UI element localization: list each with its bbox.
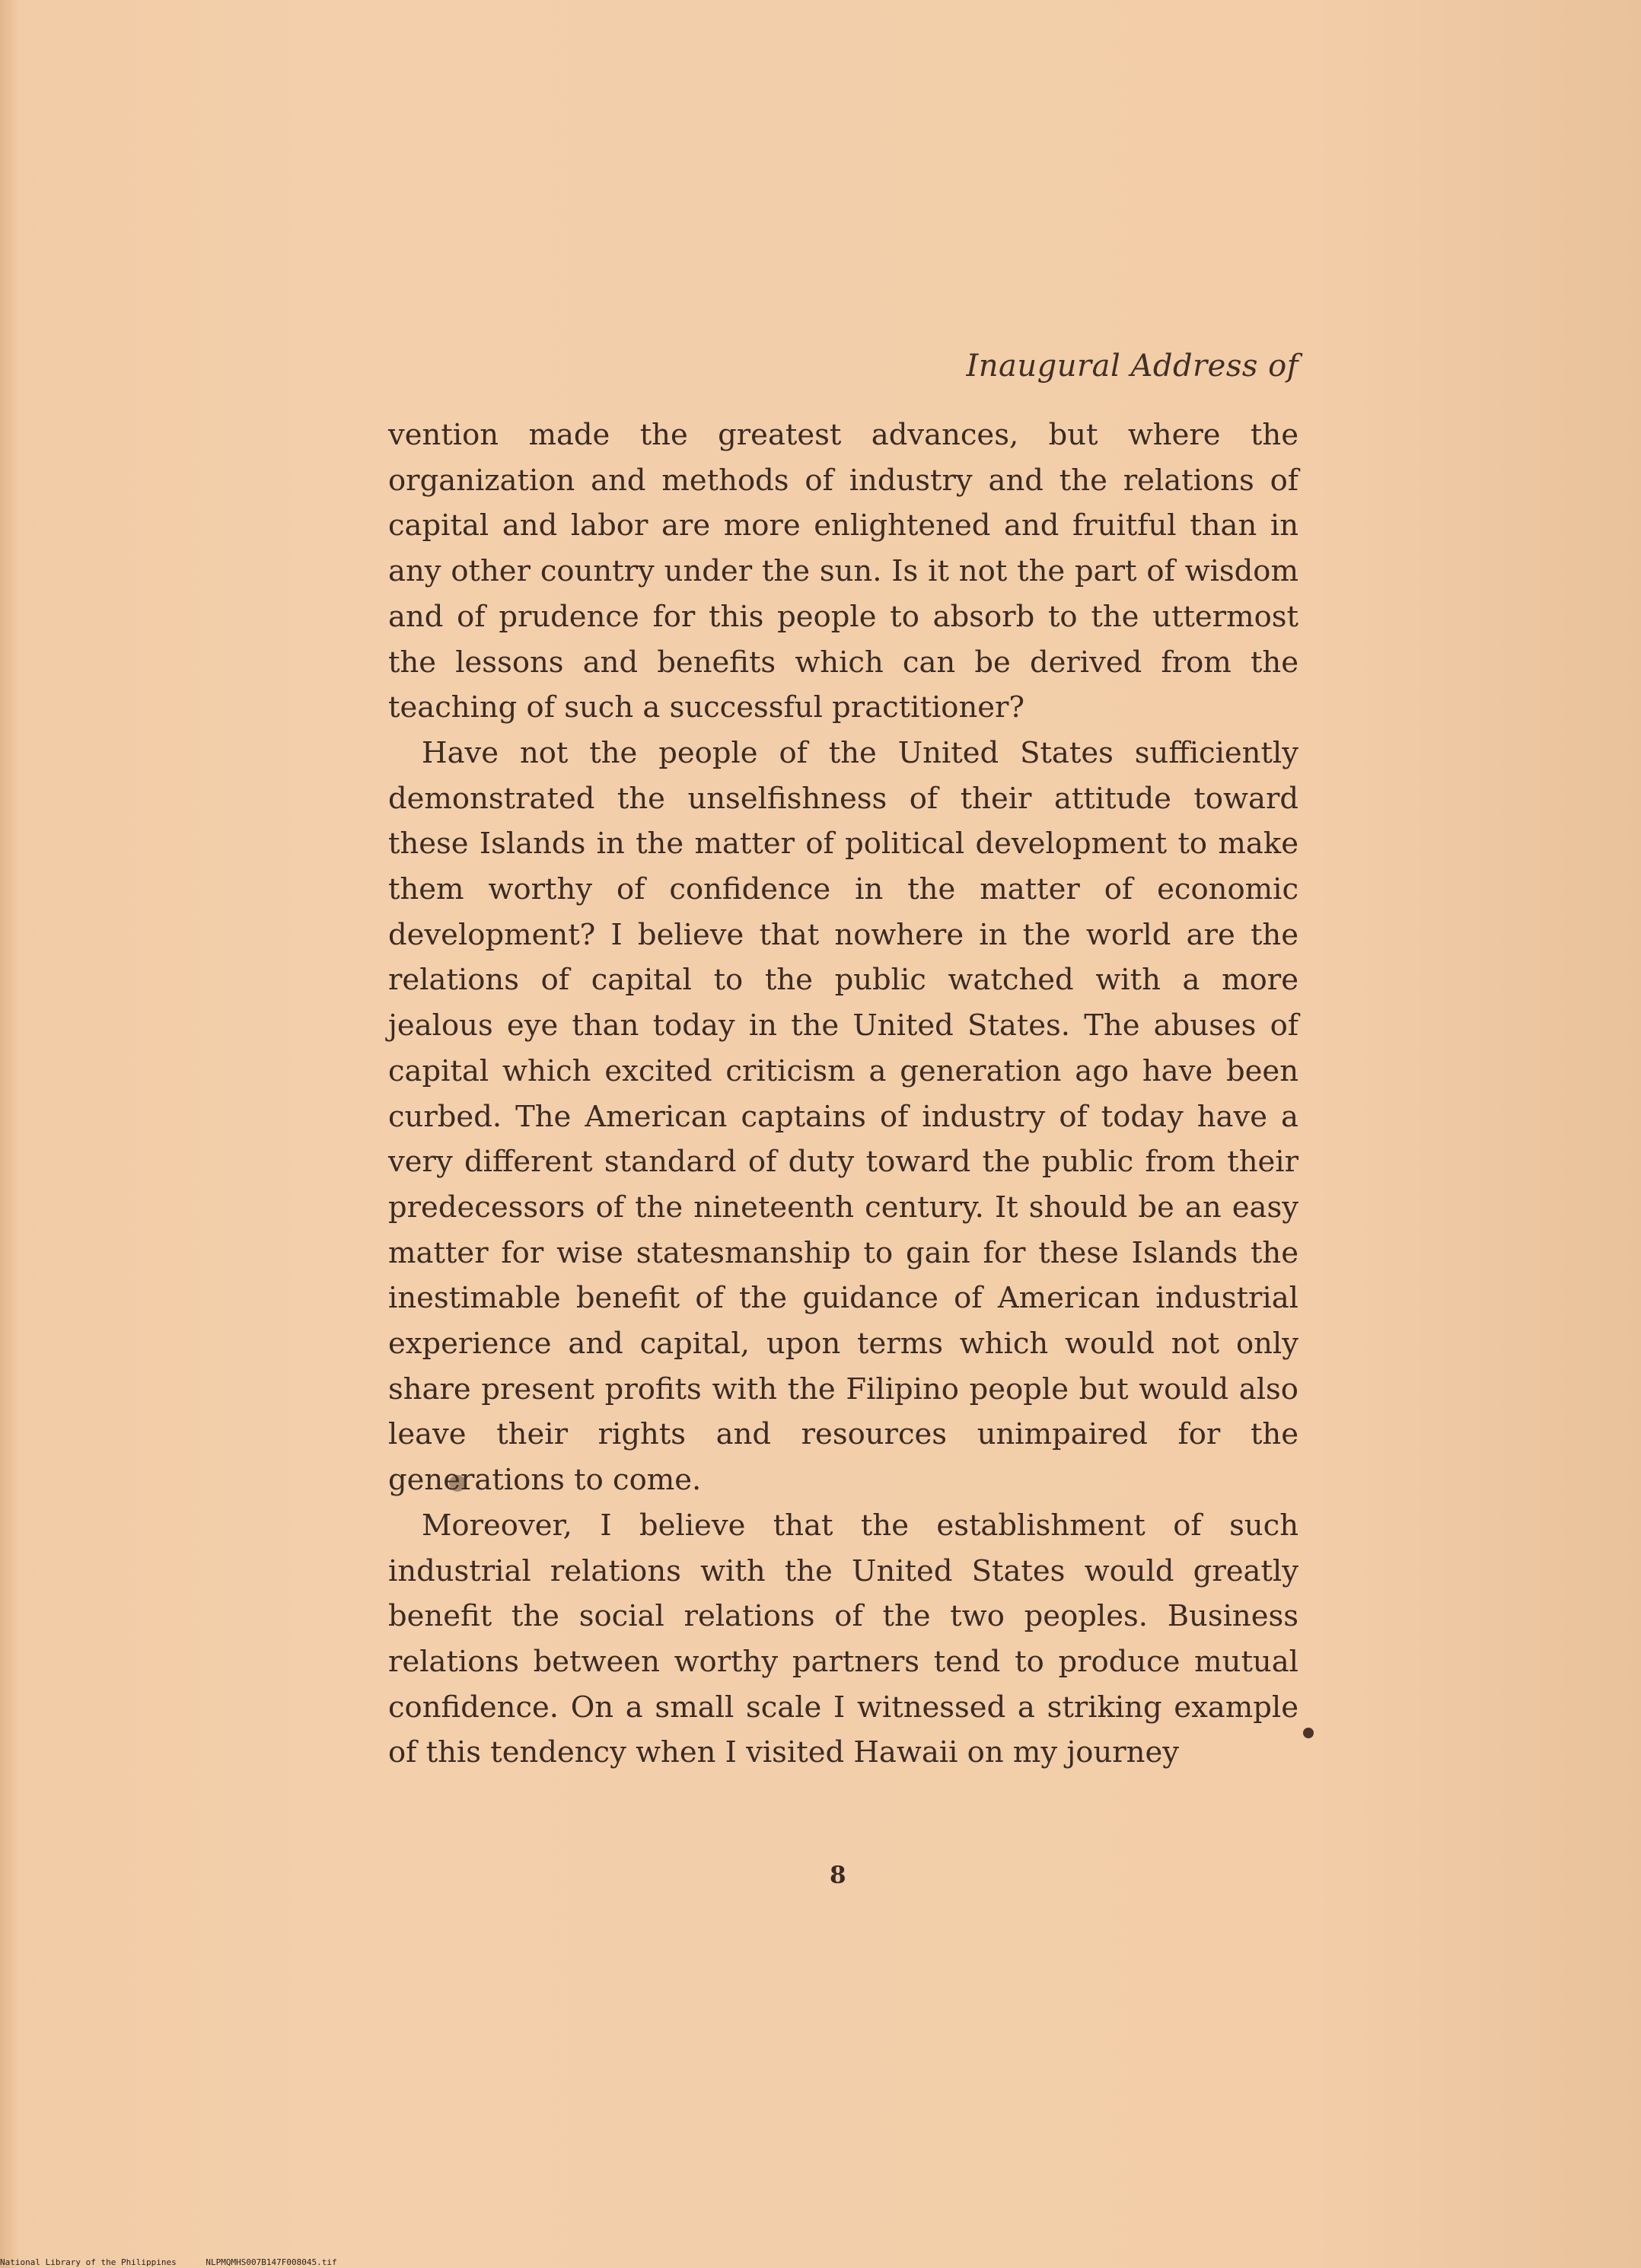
- ink-stain: [449, 1475, 466, 1492]
- paragraph: Moreover, I believe that the establishment of such industrial relations with the United States would greatly benefit the social relations of the two peoples. Business relations between worthy partners tend to produce mutual confidence. On a small scale I witnessed a striking example of this tendency when I visited Hawaii on my journey: [388, 1508, 1298, 1770]
- scan-file-name: NLPMQMHS007B147F008045.tif: [206, 2257, 337, 2267]
- paragraph: Have not the people of the United States sufficiently demonstrated the unselfishness of their attitude toward these Islands in the matter of political development to make them worthy of confidence in the matter of economic development? I believe that nowhere in the world are the relations of capital to the public watched with a more jealous eye than today in the United States. The abuses of capital which excited criticism a generation ago have been curbed. The American captains of industry of today have a very different standard of duty toward the public from their predecessors of the nineteenth century. It should be an easy matter for wise statesmanship to gain for these Islands the inestimable benefit of the guidance of American industrial experience and capital, upon terms which would not only share present profits with the Filipino people but would also leave their rights and resources unimpaired for the generations to come.: [388, 735, 1298, 1498]
- scan-footer: [0, 2257, 362, 2267]
- page-number: 8: [830, 1862, 846, 1889]
- body-text: [388, 413, 1298, 1776]
- ink-stain: [1303, 1728, 1314, 1738]
- page-edge-shadow: [0, 0, 17, 2268]
- paragraph: vention made the greatest advances, but where the organization and methods of industry and the relations of capital and labor are more enlightened and fruitful than in any other country under the sun. Is it not the part of wisdom and of prudence for this people to absorb to the uttermost the lessons and benefits which can be derived from the teaching of such a successful practitioner?: [388, 418, 1298, 725]
- library-credit: National Library of the Philippines: [0, 2257, 177, 2267]
- running-head: Inaugural Address of: [966, 349, 1298, 384]
